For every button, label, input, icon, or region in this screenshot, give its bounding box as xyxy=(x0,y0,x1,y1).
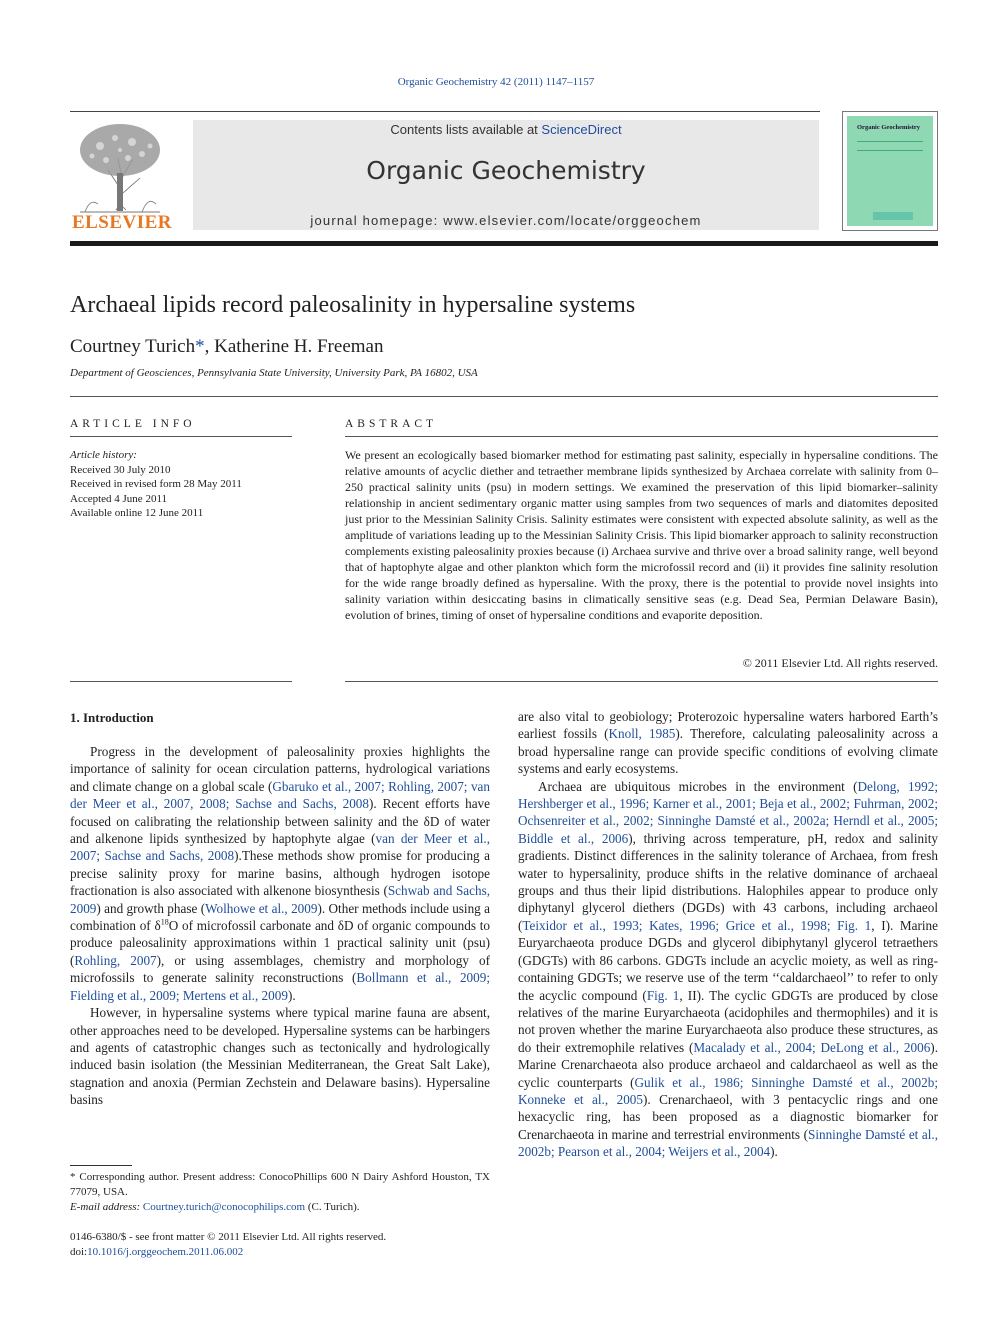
history-title: Article history: xyxy=(70,449,137,461)
author-separator: , xyxy=(204,336,215,357)
figure-link[interactable]: Fig. 1 xyxy=(646,987,680,1003)
citation-link[interactable]: Gbaruko et al., 2007; Rohling, 2007; van der Meer et al., 2007, 2008; Sachse and Sachs, 2008 xyxy=(70,778,490,812)
paragraph: Progress in the development of paleosalinity proxies highlights the importance of salinity for ocean circulation patterns, hydrological variations and climate change on a global scale (Gbaruko et al., 2007; Rohling, 2007; van der Meer et al., 2007, 2008; Sachse and Sachs, 2008). Recent efforts have focused on calibrating the relationship between salinity and the δD of water and alkenone lipids synthesized by haptophyte algae (van der Meer et al., 2007; Sachse and Sachs, 2008).These methods show promise for producing a precise salinity proxy for marine basins, although hydrogen isotope fractionation is also associated with alkenone biosynthesis (Schwab and Sachs, 2009) and growth phase (Wolhowe et al., 2009). Other methods include using a combination of $\delta^{18}O$ of microfossil carbonate and δD of organic compounds to produce paleosalinity approximations within 1 practical salinity unit (psu) (Rohling, 2007), or using assemblages, chemistry and morphology of microfossils to generate salinity reconstructions (Bollmann et al., 2009; Fielding et al., 2009; Mertens et al., 2009). xyxy=(70,744,491,1003)
divider xyxy=(70,681,292,682)
citation-link[interactable]: Wolhowe et al., 2009 xyxy=(205,900,318,916)
affiliation: Department of Geosciences, Pennsylvania State University, University Park, PA 16802, USA xyxy=(70,367,478,379)
citation-link[interactable]: Delong, 1992; Hershberger et al., 1996; Karner et al., 2001; Beja et al., 2002; Fuhrman, 2002; Ochsenreiter et al., 2002; Sinninghe Damsté et al., 2002a; Herndl et al., 2005; Biddle et al., 2006 xyxy=(518,778,938,846)
body-column-right xyxy=(518,708,938,1161)
citation-link[interactable]: Rohling, 2007 xyxy=(74,952,157,968)
journal-cover-thumbnail[interactable] xyxy=(842,111,938,231)
issn-block xyxy=(70,1230,386,1260)
author-name[interactable]: Katherine H. Freeman xyxy=(214,336,384,357)
citation-link[interactable]: Bollmann et al., 2009; Fielding et al., 2009; Mertens et al., 2009 xyxy=(70,970,491,1003)
author-name[interactable]: Courtney Turich xyxy=(70,336,196,357)
history-revised: Received in revised form 28 May 2011 xyxy=(70,478,242,490)
contents-prefix: Contents lists available at xyxy=(390,122,542,137)
header-bottom-rule xyxy=(70,241,938,246)
footnote-rule xyxy=(70,1165,132,1166)
citation-link[interactable]: Macalady et al., 2004; DeLong et al., 2006 xyxy=(693,1039,931,1055)
journal-header-box xyxy=(193,120,819,230)
elsevier-wordmark: ELSEVIER xyxy=(71,212,173,233)
journal-homepage[interactable]: journal homepage: www.elsevier.com/locate/orggeochem xyxy=(310,213,702,228)
issn-line: 0146-6380/$ - see front matter © 2011 Elsevier Ltd. All rights reserved. xyxy=(70,1231,387,1243)
cover-publisher-mark xyxy=(873,212,913,220)
article-title: Archaeal lipids record paleosalinity in hypersaline systems xyxy=(70,292,636,318)
body-column-left xyxy=(70,743,490,1109)
section-heading: 1. Introduction xyxy=(70,710,154,725)
divider xyxy=(345,681,938,682)
sciencedirect-link[interactable]: ScienceDirect xyxy=(541,122,622,137)
cover-title: Organic Geochemistry xyxy=(857,124,920,131)
history-online: Available online 12 June 2011 xyxy=(70,507,204,519)
divider xyxy=(70,396,938,397)
paragraph-continued: are also vital to geobiology; Proterozoic hypersaline waters harbored Earth’s earliest fossils (Knoll, 1985). Therefore, calculating paleosalinity across a broad hypersaline range can provide specific conditions of evolving climate systems and early ecosystems. xyxy=(518,709,938,777)
journal-citation[interactable]: Organic Geochemistry 42 (2011) 1147–1157 xyxy=(397,76,595,88)
history-received: Received 30 July 2010 xyxy=(70,463,171,476)
divider xyxy=(70,436,292,437)
corresponding-author-mark[interactable]: * xyxy=(195,336,205,357)
doi-line: doi:10.1016/j.orggeochem.2011.06.002 xyxy=(70,1246,244,1258)
email-note: E-mail address: Courtney.turich@conocophilips.com (C. Turich). xyxy=(70,1201,360,1213)
history-accepted: Accepted 4 June 2011 xyxy=(70,492,168,505)
article-history xyxy=(70,448,242,521)
paragraph: However, in hypersaline systems where typical marine fauna are absent, other approaches need to be developed. Hypersaline systems can be harbingers and agents of catastrophic changes such as tectonically and hydrologically induced basin isolation (the Messinian Mediterranean, the Great Salt Lake), stagnation and anoxia (Permian Zechstein and Delaware basins). Hypersaline basins xyxy=(70,1005,490,1108)
paragraph: Archaea are ubiquitous microbes in the environment (Delong, 1992; Hershberger et al., 1996; Karner et al., 2001; Beja et al., 2002; Fuhrman, 2002; Ochsenreiter et al., 2002; Sinninghe Damsté et al., 2002a; Herndl et al., 2005; Biddle et al., 2006), thriving across temperature, pH, redox and salinity gradients. Distinct differences in the salinity tolerance of Archaea, from fresh water to hypersalinity, produce shifts in the relative dominance of archaeal groups and thus their lipid distributions. Halophiles appear to produce only diphytanyl glycerol diethers (DGDs) with 43 carbons, including archaeol (Teixidor et al., 1993; Kates, 1996; Grice et al., 1998; Fig. 1, I). Marine Euryarchaeota produce DGDs and glycerol dibiphytanyl glycerol tetraethers (GDGTs) with 86 carbons. GDGTs include an acyclic moiety, as well as ring-containing GDGTs; we reserve use of the term ‘‘caldarchaeol’’ to refer to only the acyclic compound (Fig. 1, II). The cyclic GDGTs are produced by close relatives of the marine Euryarchaeota (acidophiles and thermophiles) and it is not proven whether the marine Euryarchaeota also produce these structures, as do their extremophile relatives (Macalady et al., 2004; DeLong et al., 2006). Marine Crenarchaeota also produce archaeol and caldarchaeol as well as the cyclic counterparts (Gulik et al., 1986; Sinninghe Damsté et al., 2002b; Konneke et al., 2005). Crenarchaeol, with 3 pentacyclic rings and one hexacyclic ring, has been proposed as a diagnostic biomarker for Crenarchaeota in marine and terrestrial environments (Sinninghe Damsté et al., 2002b; Pearson et al., 2004; Weijers et al., 2004). xyxy=(518,778,939,1160)
doi-link[interactable]: 10.1016/j.orggeochem.2011.06.002 xyxy=(87,1246,244,1258)
email-link[interactable]: Courtney.turich@conocophilips.com xyxy=(142,1201,306,1213)
author-list xyxy=(70,336,383,358)
journal-title: Organic Geochemistry xyxy=(366,156,646,185)
citation-link[interactable]: Schwab and Sachs, 2009 xyxy=(70,883,491,916)
citation-link[interactable]: Sinninghe Damsté et al., 2002b; Pearson et al., 2004; Weijers et al., 2004 xyxy=(518,1126,938,1160)
footnotes xyxy=(70,1170,490,1215)
corresponding-author-note: * Corresponding author. Present address: ConocoPhillips 600 N Dairy Ashford Houston, TX 77079, USA. xyxy=(70,1171,490,1198)
citation-link[interactable]: Gulik et al., 1986; Sinninghe Damsté et al., 2002b; Konneke et al., 2005 xyxy=(518,1074,938,1107)
citation-link[interactable]: Teixidor et al., 1993; Kates, 1996; Grice et al., 1998; Fig. 1 xyxy=(522,917,872,933)
cover-background xyxy=(847,116,933,226)
abstract-label: ABSTRACT xyxy=(345,418,438,430)
abstract-copyright: © 2011 Elsevier Ltd. All rights reserved. xyxy=(742,656,938,670)
contents-line xyxy=(193,122,819,137)
cover-decoration xyxy=(857,141,923,151)
header-top-rule xyxy=(70,111,820,112)
citation-link[interactable]: van der Meer et al., 2007; Sachse and Sachs, 2008 xyxy=(70,831,490,864)
divider xyxy=(345,436,938,437)
abstract-text: We present an ecologically based biomarker method for estimating past salinity, especially in hypersaline conditions. The relative amounts of acyclic diether and tetraether membrane lipids synthesized by Archaea correlate with salinity from 0–250 practical salinity units (psu) in modern settings. We examined the preservation of this lipid biomarker–salinity relationship in ancient sedimentary organic matter using samples from two sequences of marls and diatomites deposited just prior to the Messinian Salinity Crisis. Salinity estimates were consistent with expected absolute salinity, as well as the amplitude of variations leading up to the Messinian Salinity Crisis. This lipid biomarker approach to salinity reconstruction complements existing paleosalinity proxies because (i) Archaea survive and thrive over a broad salinity range, well beyond that of haptophyte algae and other plankton which form the microfossil record and (ii) it provides fine salinity resolution for the wide range broadly defined as hypersaline. With the proxy, there is the potential to provide novel insights into salinity variation within desiccating basins in climatically sensitive seas (e.g. Dead Sea, Permian Delaware Basin), evolution of brines, timing of onset of hypersaline conditions and evaporite deposition. xyxy=(345,448,938,622)
article-info-label: ARTICLE INFO xyxy=(70,418,196,430)
citation-link[interactable]: Knoll, 1985 xyxy=(608,726,676,742)
